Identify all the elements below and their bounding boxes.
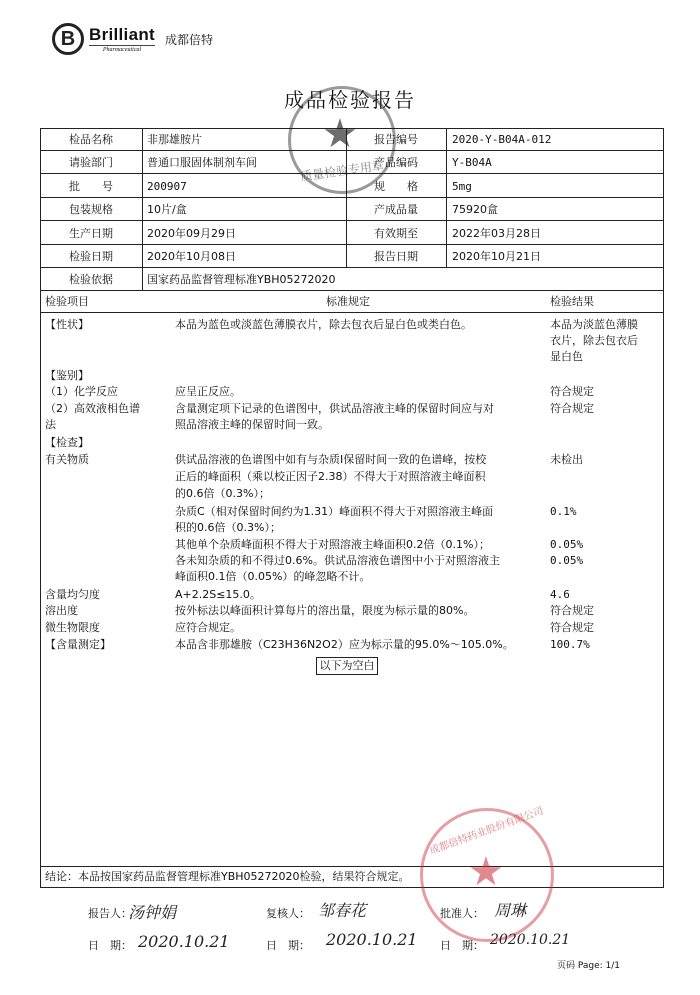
uniformity-label: 含量均匀度 xyxy=(45,588,100,601)
label-spec: 规 格 xyxy=(374,180,418,193)
value-product-name: 非那雄胺片 xyxy=(147,133,202,146)
logo-b-icon: B xyxy=(52,23,84,55)
related-standard-2b: 积的0.6倍（0.3%）； xyxy=(175,521,281,534)
appearance-standard: 本品为蓝色或淡蓝色薄膜衣片，除去包衣后显白色或类白色。 xyxy=(175,318,472,331)
related-standard-2a: 杂质C（相对保留时间约为1.31）峰面积不得大于对照溶液主峰面 xyxy=(175,505,494,518)
label-test-date: 检验日期 xyxy=(69,250,113,263)
hplc-result: 符合规定 xyxy=(550,402,594,415)
microbial-label: 微生物限度 xyxy=(45,621,100,634)
col-item-header: 检验项目 xyxy=(45,295,89,308)
reviewer-date: 2020.10.21 xyxy=(326,930,418,949)
approver-label: 批准人： xyxy=(440,907,484,920)
appearance-label: 【性状】 xyxy=(45,318,89,331)
hplc-standard-2: 照品溶液主峰的保留时间一致。 xyxy=(175,418,329,431)
related-standard-3: 其他单个杂质峰面积不得大于对照溶液主峰面积0.2倍（0.1%）； xyxy=(175,538,490,551)
related-standard-4a: 各未知杂质的和不得过0.6%。供试品溶液色谱图中小于对照溶液主 xyxy=(175,554,500,567)
check-label: 【检查】 xyxy=(45,436,89,449)
company-name-cn: 成都倍特 xyxy=(165,32,214,47)
assay-standard: 本品含非那雄胺（C23H36N2O2）应为标示量的95.0%～105.0%。 xyxy=(175,638,514,651)
value-batch: 200907 xyxy=(147,180,187,193)
related-result-2: 0.1% xyxy=(550,505,577,518)
label-product-code: 产品编码 xyxy=(374,156,418,169)
label-packaging: 包装规格 xyxy=(69,203,113,216)
related-substances-label: 有关物质 xyxy=(45,453,89,466)
label-report-no: 报告编号 xyxy=(374,133,418,146)
appearance-result-2: 衣片，除去包衣后 xyxy=(550,334,638,347)
label-department: 请验部门 xyxy=(69,156,113,169)
page-number: 页码 Page: 1/1 xyxy=(556,961,620,971)
value-packaging: 10片/盒 xyxy=(147,203,187,216)
reporter-date: 2020.10.21 xyxy=(138,932,230,951)
related-result-4: 0.05% xyxy=(550,554,584,567)
date-label-1: 日 期： xyxy=(88,939,132,952)
reporter-signature: 汤钟娟 xyxy=(128,903,177,922)
date-label-2: 日 期： xyxy=(266,939,310,952)
appearance-result-1: 本品为淡蓝色薄膜 xyxy=(550,318,638,331)
related-standard-4b: 峰面积0.1倍（0.05%）的峰忽略不计。 xyxy=(175,570,371,583)
assay-result: 100.7% xyxy=(550,638,590,651)
related-result-1: 未检出 xyxy=(550,453,583,466)
conclusion: 结论：本品按国家药品监督管理标准YBH05272020检验，结果符合规定。 xyxy=(45,870,410,883)
reporter-label: 报告人： xyxy=(88,907,132,920)
hplc-label-2: 法 xyxy=(45,418,56,431)
microbial-standard: 应符合规定。 xyxy=(175,621,241,634)
label-report-date: 报告日期 xyxy=(374,250,418,263)
label-production-date: 生产日期 xyxy=(69,227,113,240)
value-expiry: 2022年03月28日 xyxy=(452,227,541,240)
date-label-3: 日 期： xyxy=(440,939,484,952)
document-title: 成品检验报告 xyxy=(284,88,416,112)
label-batch: 批 号 xyxy=(69,180,113,193)
approver-signature: 周琳 xyxy=(494,901,527,920)
dissolution-standard: 按外标法以峰面积计算每片的溶出量，限度为标示量的80%。 xyxy=(175,604,475,617)
value-report-no: 2020-Y-B04A-012 xyxy=(452,133,552,146)
logo-brand: Brilliant xyxy=(89,24,155,44)
appearance-result-3: 显白色 xyxy=(550,350,583,363)
value-quantity: 75920盒 xyxy=(452,203,498,216)
microbial-result: 符合规定 xyxy=(550,621,594,634)
label-basis: 检验依据 xyxy=(69,273,113,286)
related-result-3: 0.05% xyxy=(550,538,584,551)
chem-reaction-result: 符合规定 xyxy=(550,385,594,398)
assay-label: 【含量测定】 xyxy=(45,638,111,651)
col-result-header: 检验结果 xyxy=(550,295,594,308)
hplc-standard-1: 含量测定项下记录的色谱图中，供试品溶液主峰的保留时间应与对 xyxy=(175,402,494,415)
related-standard-1b: 正后的峰面积（乘以校正因子2.38）不得大于对照溶液主峰面积 xyxy=(175,470,486,483)
related-standard-1c: 的0.6倍（0.3%）； xyxy=(175,487,270,500)
chem-reaction-label: （1）化学反应 xyxy=(45,385,118,398)
col-standard-header: 标准规定 xyxy=(326,295,370,308)
value-basis: 国家药品监督管理标准YBH05272020 xyxy=(147,273,336,286)
value-product-code: Y-B04A xyxy=(452,156,492,169)
company-stamp-text: 成都倍特药业股份有限公司 xyxy=(428,805,545,858)
uniformity-result: 4.6 xyxy=(550,588,570,601)
chem-reaction-standard: 应呈正反应。 xyxy=(175,385,241,398)
identification-label: 【鉴别】 xyxy=(45,369,89,382)
uniformity-standard: A+2.2S≤15.0。 xyxy=(175,588,261,601)
label-product-name: 检品名称 xyxy=(69,133,113,146)
hplc-label-1: （2）高效液相色谱 xyxy=(45,402,140,415)
qc-stamp-text: 质量检验专用章 xyxy=(299,158,385,184)
stamp-star-icon: ★ xyxy=(322,111,358,157)
company-logo xyxy=(52,22,213,56)
approver-date: 2020.10.21 xyxy=(490,932,571,948)
label-quantity: 产成品量 xyxy=(374,203,418,216)
reviewer-label: 复核人： xyxy=(266,907,310,920)
value-test-date: 2020年10月08日 xyxy=(147,250,236,263)
company-stamp-star-icon: ★ xyxy=(468,849,504,895)
logo-subtitle: Pharmaceutical xyxy=(89,45,155,53)
value-report-date: 2020年10月21日 xyxy=(452,250,541,263)
dissolution-label: 溶出度 xyxy=(45,604,78,617)
related-standard-1a: 供试品溶液的色谱图中如有与杂质I保留时间一致的色谱峰，按校 xyxy=(175,453,487,466)
dissolution-result: 符合规定 xyxy=(550,604,594,617)
blank-below-note: 以下为空白 xyxy=(316,657,378,675)
value-spec: 5mg xyxy=(452,180,472,193)
label-expiry: 有效期至 xyxy=(374,227,418,240)
value-production-date: 2020年09月29日 xyxy=(147,227,236,240)
value-department: 普通口服固体制剂车间 xyxy=(147,156,257,169)
reviewer-signature: 邹春花 xyxy=(318,901,367,920)
